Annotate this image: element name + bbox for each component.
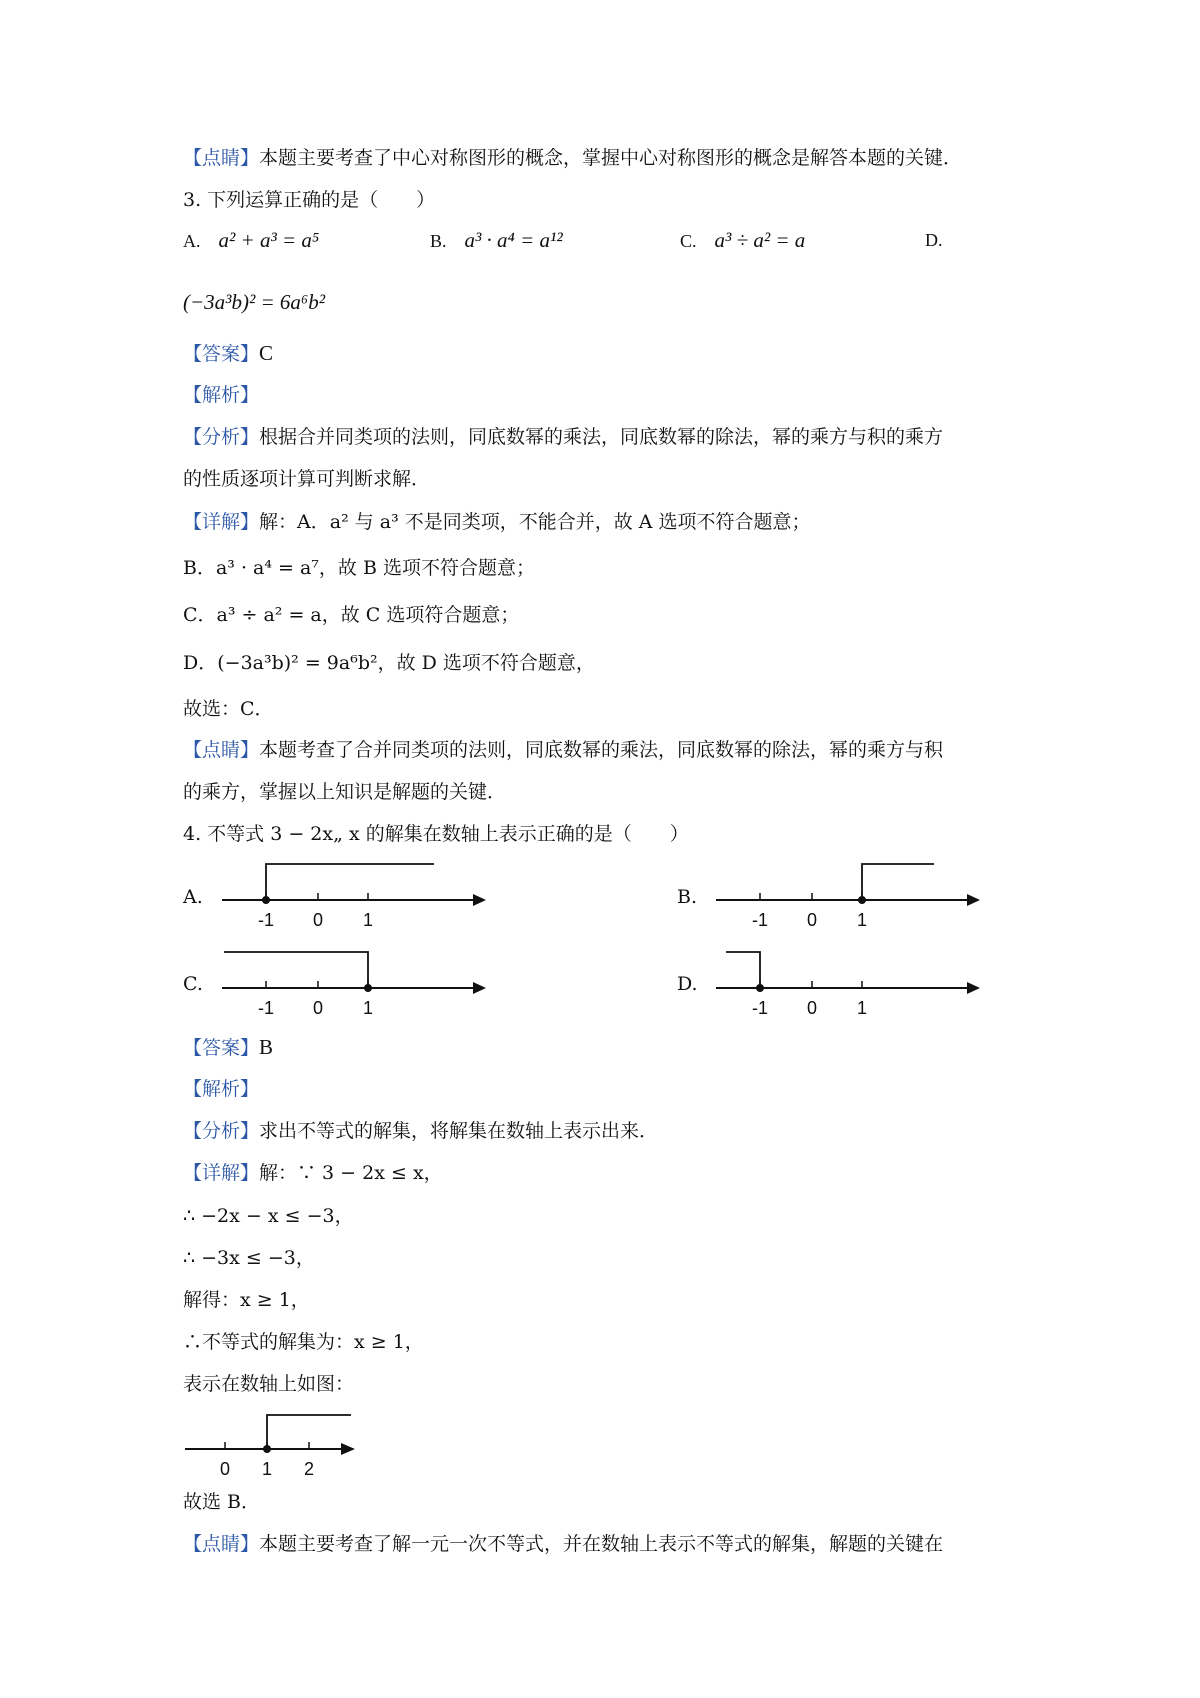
- analysis-3-header: [183, 383, 259, 407]
- xiangjie-4-6: 表示在数轴上如图：: [183, 1373, 355, 1395]
- xiangjie-4: [183, 1161, 443, 1185]
- fenxi-3-text: 根据合并同类项的法则，同底数幂的乘法，同底数幂的除法，幂的乘方与积的乘方: [259, 426, 944, 448]
- tick-label: 0: [312, 998, 324, 1018]
- tick-label: 0: [219, 1459, 231, 1479]
- q3-option-a-label: A.: [183, 231, 201, 251]
- analysis-3-tag: 【解析】: [183, 384, 260, 406]
- q4-option-d-label: D.: [677, 973, 698, 995]
- q3-option-c-expr: a³ ÷ a² = a: [714, 228, 806, 252]
- q3-option-d-expr: [183, 290, 325, 315]
- analysis-4-tag: 【解析】: [183, 1078, 260, 1100]
- tick-label: 0: [806, 910, 818, 930]
- note-line: [183, 146, 962, 170]
- xiangjie-3: [183, 510, 811, 534]
- answer-3-value: C: [259, 341, 274, 365]
- q3-option-d-label: [925, 228, 961, 252]
- xiangjie-3-d: D．(−3a³b)² = 9a⁶b²，故 D 选项不符合题意，: [183, 652, 595, 674]
- tick-label: -1: [257, 998, 275, 1018]
- q4-option-c-label: C.: [183, 973, 203, 995]
- q3-option-b: [430, 228, 563, 253]
- xiangjie-3-tag: 【详解】: [183, 511, 260, 533]
- answer-3-tag: 【答案】: [183, 343, 260, 365]
- q3-option-d-tag: D.: [925, 230, 943, 250]
- answer-4-value: B: [259, 1035, 274, 1059]
- dianjing-3-tag: 【点睛】: [183, 739, 260, 761]
- tick-label: 1: [362, 998, 374, 1018]
- dianjing-3-cont: 的乘方，掌握以上知识是解题的关键．: [183, 781, 507, 803]
- guxuan-3: 故选：C．: [183, 698, 274, 720]
- note-tag: 【点睛】: [183, 147, 260, 169]
- xiangjie-4-tag: 【详解】: [183, 1162, 260, 1184]
- q3-option-b-expr: a³ · a⁴ = a¹²: [464, 228, 563, 252]
- number-line-c: [218, 950, 478, 1040]
- q3-option-d-math: (−3a³b)² = 6a⁶b²: [183, 290, 326, 314]
- tick-label: 2: [303, 1459, 315, 1479]
- tick-label: 1: [856, 910, 868, 930]
- dianjing-4-tag: 【点睛】: [183, 1533, 260, 1555]
- tick-label: -1: [257, 910, 275, 930]
- tick-label: -1: [751, 998, 769, 1018]
- xiangjie-4-2: ∴ −2x − x ≤ −3，: [183, 1205, 354, 1227]
- tick-label: 0: [312, 910, 324, 930]
- xiangjie-3-c: C．a³ ÷ a² = a，故 C 选项符合题意；: [183, 604, 520, 626]
- xiangjie-3-b: B．a³ · a⁴ = a⁷，故 B 选项不符合题意；: [183, 557, 535, 579]
- xiangjie-4-1: 解：∵ 3 − 2x ≤ x，: [259, 1162, 443, 1184]
- q3-option-b-label: B.: [430, 231, 447, 251]
- q3-option-a: [183, 228, 319, 253]
- q4-option-a-label: A.: [183, 886, 203, 908]
- answer-4-tag: 【答案】: [183, 1037, 260, 1059]
- xiangjie-4-3: ∴ −3x ≤ −3，: [183, 1247, 315, 1269]
- q4-option-b-label: B.: [677, 886, 698, 908]
- fenxi-4-text: 求出不等式的解集，将解集在数轴上表示出来．: [259, 1120, 659, 1142]
- dianjing-4-text: 本题主要考查了解一元一次不等式，并在数轴上表示不等式的解集，解题的关键在: [259, 1533, 944, 1555]
- xiangjie-3-a: 解：A．a² 与 a³ 不是同类项，不能合并，故 A 选项不符合题意；: [259, 511, 811, 533]
- dianjing-4: [183, 1532, 943, 1556]
- number-line-d: [712, 950, 972, 1040]
- number-line-b: [712, 862, 972, 952]
- analysis-4-header: [183, 1077, 259, 1101]
- number-line-solution: [183, 1412, 363, 1492]
- answer-3: [183, 341, 273, 366]
- note-text: 本题主要考查了中心对称图形的概念，掌握中心对称图形的概念是解答本题的关键．: [259, 147, 963, 169]
- fenxi-4: [183, 1119, 658, 1143]
- fenxi-3: [183, 425, 943, 449]
- q3-option-a-expr: a² + a³ = a⁵: [218, 228, 320, 252]
- guxuan-4: 故选 B．: [183, 1491, 261, 1513]
- dianjing-3: [183, 738, 943, 762]
- xiangjie-4-4: 解得：x ≥ 1，: [183, 1289, 310, 1311]
- tick-label: 1: [856, 998, 868, 1018]
- fenxi-3-tag: 【分析】: [183, 426, 260, 448]
- number-line-a: [218, 862, 478, 952]
- fenxi-4-tag: 【分析】: [183, 1120, 260, 1142]
- xiangjie-4-5: ∴不等式的解集为：x ≥ 1，: [183, 1331, 424, 1353]
- tick-label: -1: [751, 910, 769, 930]
- answer-4: [183, 1035, 273, 1060]
- tick-label: 1: [261, 1459, 273, 1479]
- dianjing-3-text: 本题考查了合并同类项的法则，同底数幂的乘法，同底数幂的除法，幂的乘方与积: [259, 739, 944, 761]
- tick-label: 0: [806, 998, 818, 1018]
- question-3: 3. 下列运算正确的是（ ）: [183, 189, 436, 211]
- fenxi-3-cont: 的性质逐项计算可判断求解．: [183, 468, 431, 490]
- tick-label: 1: [362, 910, 374, 930]
- question-4: 4. 不等式 3 − 2x„ x 的解集在数轴上表示正确的是（ ）: [183, 823, 689, 845]
- q3-option-c: [680, 228, 805, 253]
- q3-option-c-label: C.: [680, 231, 697, 251]
